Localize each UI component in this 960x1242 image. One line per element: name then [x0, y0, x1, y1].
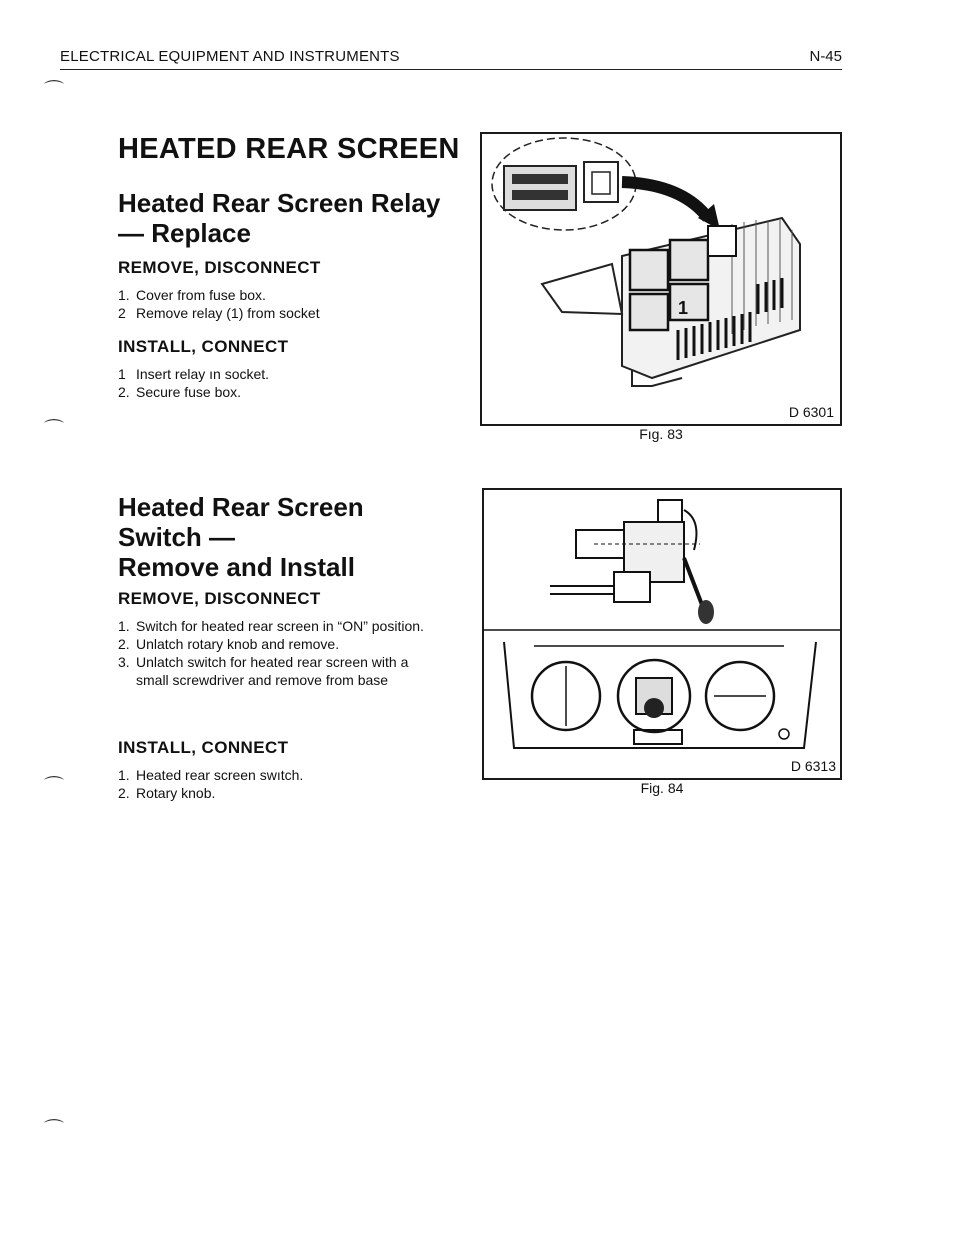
- relay-callout-number: 1: [678, 298, 689, 318]
- switch-install-steps: [118, 766, 424, 802]
- step-number: 2.: [118, 636, 130, 652]
- relay-title-line-2: — Replace: [118, 218, 251, 248]
- main-heading: HEATED REAR SCREEN: [118, 133, 460, 165]
- margin-mark: ⌒: [44, 419, 64, 441]
- header-rule: [60, 69, 842, 70]
- list-item: [118, 365, 438, 383]
- list-item: [118, 383, 438, 401]
- page-number: N-45: [809, 48, 842, 65]
- fuse-box-relay-illustration: [482, 134, 840, 424]
- relay-install-steps: [118, 365, 438, 401]
- margin-mark: ⌒: [44, 80, 64, 102]
- running-header-title: ELECTRICAL EQUIPMENT AND INSTRUMENTS: [60, 48, 400, 65]
- step-number: 1: [118, 366, 126, 382]
- figure-84-code: D 6313: [790, 758, 836, 774]
- switch-title-line-1: Heated Rear Screen: [118, 492, 364, 522]
- step-text: Heated rear screen swıtch.: [136, 767, 304, 783]
- list-item: [118, 304, 438, 322]
- relay-install-heading: INSTALL, CONNECT: [118, 337, 289, 356]
- step-number: 1.: [118, 618, 130, 634]
- list-item: [118, 286, 438, 304]
- step-text: Remove relay (1) from socket: [136, 305, 320, 321]
- switch-install-heading: INSTALL, CONNECT: [118, 738, 289, 757]
- figure-83-caption: Fıg. 83: [639, 426, 683, 442]
- switch-title-line-3: Remove and Install: [118, 552, 355, 582]
- relay-remove-heading: REMOVE, DISCONNECT: [118, 258, 321, 277]
- relay-remove-steps: [118, 286, 438, 322]
- list-item: [118, 617, 424, 635]
- list-item: [118, 784, 424, 802]
- switch-title-line-2: Switch —: [118, 522, 236, 552]
- step-text: Insert relay ın socket.: [136, 366, 270, 382]
- list-item: [118, 653, 424, 689]
- figure-84-caption: Fig. 84: [640, 780, 684, 796]
- step-number: 2: [118, 305, 126, 321]
- list-item: [118, 635, 424, 653]
- step-number: 1.: [118, 767, 130, 783]
- list-item: [118, 766, 424, 784]
- step-number: 3.: [118, 654, 130, 670]
- step-text: Secure fuse box.: [136, 384, 242, 400]
- step-text: Unlatch rotary knob and remove.: [136, 636, 340, 652]
- switch-remove-heading: REMOVE, DISCONNECT: [118, 589, 321, 608]
- step-text: Unlatch switch for heated rear screen with a small screwdriver and remove from base: [136, 654, 409, 688]
- switch-remove-steps: [118, 617, 424, 689]
- step-text: Switch for heated rear screen in “ON” position.: [136, 618, 424, 634]
- relay-section-title: [118, 188, 440, 248]
- relay-title-line-1: Heated Rear Screen Relay: [118, 188, 441, 218]
- figure-84: [482, 488, 842, 780]
- figure-83-code: D 6301: [788, 404, 834, 420]
- step-number: 2.: [118, 785, 130, 801]
- switch-section-title: [118, 492, 364, 582]
- margin-mark: ⌒: [44, 1119, 64, 1141]
- margin-mark: ⌒: [44, 776, 64, 798]
- step-text: Rotary knob.: [136, 785, 216, 801]
- step-text: Cover from fuse box.: [136, 287, 266, 303]
- heater-control-switch-illustration: [484, 490, 840, 778]
- figure-83: [480, 132, 842, 426]
- step-number: 1.: [118, 287, 130, 303]
- step-number: 2.: [118, 384, 130, 400]
